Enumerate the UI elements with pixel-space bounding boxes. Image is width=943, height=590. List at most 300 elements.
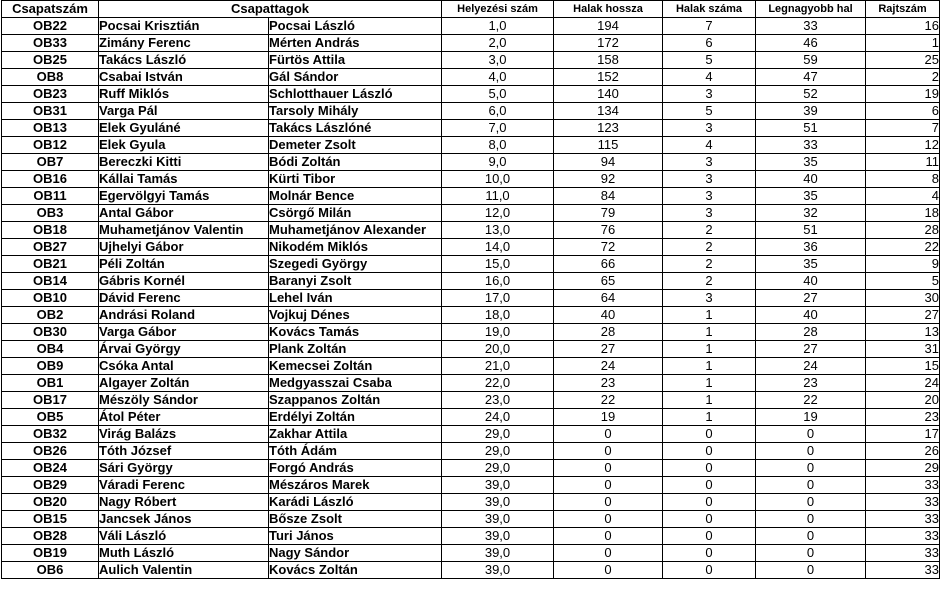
fish-length-cell: 27 [554, 341, 663, 358]
team-id-cell: OB5 [2, 409, 99, 426]
header-start-number: Rajtszám [866, 1, 940, 18]
start-number-cell: 33 [866, 545, 940, 562]
position-cell: 17,0 [442, 290, 554, 307]
position-cell: 22,0 [442, 375, 554, 392]
results-table [1, 0, 940, 579]
member-2-cell: Takács Lászlóné [269, 120, 442, 137]
team-id-cell: OB18 [2, 222, 99, 239]
member-2-cell: Bősze Zsolt [269, 511, 442, 528]
fish-length-cell: 40 [554, 307, 663, 324]
team-id-cell: OB8 [2, 69, 99, 86]
member-1-cell: Muhametjánov Valentin [99, 222, 269, 239]
member-1-cell: Péli Zoltán [99, 256, 269, 273]
member-1-cell: Zimány Ferenc [99, 35, 269, 52]
team-id-cell: OB17 [2, 392, 99, 409]
table-row [2, 426, 940, 443]
member-1-cell: Antal Gábor [99, 205, 269, 222]
member-1-cell: Váli László [99, 528, 269, 545]
member-1-cell: Csóka Antal [99, 358, 269, 375]
header-team-id: Csapatszám [2, 1, 99, 18]
member-2-cell: Demeter Zsolt [269, 137, 442, 154]
biggest-fish-cell: 36 [756, 239, 866, 256]
fish-length-cell: 28 [554, 324, 663, 341]
table-row [2, 358, 940, 375]
team-id-cell: OB21 [2, 256, 99, 273]
header-fish-length: Halak hossza [554, 1, 663, 18]
start-number-cell: 13 [866, 324, 940, 341]
member-1-cell: Dávid Ferenc [99, 290, 269, 307]
biggest-fish-cell: 51 [756, 222, 866, 239]
fish-count-cell: 1 [663, 358, 756, 375]
fish-length-cell: 134 [554, 103, 663, 120]
table-row [2, 154, 940, 171]
member-1-cell: Váradi Ferenc [99, 477, 269, 494]
member-1-cell: Ruff Miklós [99, 86, 269, 103]
biggest-fish-cell: 23 [756, 375, 866, 392]
start-number-cell: 15 [866, 358, 940, 375]
member-2-cell: Tarsoly Mihály [269, 103, 442, 120]
start-number-cell: 18 [866, 205, 940, 222]
member-1-cell: Algayer Zoltán [99, 375, 269, 392]
member-2-cell: Pocsai László [269, 18, 442, 35]
table-row [2, 494, 940, 511]
team-id-cell: OB1 [2, 375, 99, 392]
fish-count-cell: 1 [663, 307, 756, 324]
table-row [2, 120, 940, 137]
member-1-cell: Takács László [99, 52, 269, 69]
start-number-cell: 2 [866, 69, 940, 86]
member-2-cell: Nikodém Miklós [269, 239, 442, 256]
table-row [2, 511, 940, 528]
fish-length-cell: 72 [554, 239, 663, 256]
team-id-cell: OB24 [2, 460, 99, 477]
biggest-fish-cell: 0 [756, 511, 866, 528]
position-cell: 29,0 [442, 443, 554, 460]
team-id-cell: OB11 [2, 188, 99, 205]
position-cell: 18,0 [442, 307, 554, 324]
start-number-cell: 8 [866, 171, 940, 188]
position-cell: 39,0 [442, 477, 554, 494]
fish-count-cell: 2 [663, 239, 756, 256]
member-2-cell: Szegedi György [269, 256, 442, 273]
fish-count-cell: 1 [663, 392, 756, 409]
table-row [2, 205, 940, 222]
position-cell: 2,0 [442, 35, 554, 52]
table-row [2, 375, 940, 392]
team-id-cell: OB13 [2, 120, 99, 137]
fish-count-cell: 5 [663, 52, 756, 69]
member-1-cell: Nagy Róbert [99, 494, 269, 511]
member-1-cell: Bereczki Kitti [99, 154, 269, 171]
biggest-fish-cell: 19 [756, 409, 866, 426]
table-row [2, 341, 940, 358]
start-number-cell: 11 [866, 154, 940, 171]
fish-count-cell: 2 [663, 256, 756, 273]
fish-count-cell: 6 [663, 35, 756, 52]
member-1-cell: Muth László [99, 545, 269, 562]
fish-length-cell: 0 [554, 494, 663, 511]
start-number-cell: 31 [866, 341, 940, 358]
member-2-cell: Gál Sándor [269, 69, 442, 86]
fish-count-cell: 1 [663, 324, 756, 341]
biggest-fish-cell: 52 [756, 86, 866, 103]
header-biggest-fish: Legnagyobb hal [756, 1, 866, 18]
position-cell: 4,0 [442, 69, 554, 86]
header-members: Csapattagok [99, 1, 442, 18]
fish-count-cell: 7 [663, 18, 756, 35]
table-row [2, 392, 940, 409]
biggest-fish-cell: 24 [756, 358, 866, 375]
table-row [2, 528, 940, 545]
position-cell: 39,0 [442, 528, 554, 545]
start-number-cell: 33 [866, 494, 940, 511]
team-id-cell: OB2 [2, 307, 99, 324]
team-id-cell: OB29 [2, 477, 99, 494]
fish-length-cell: 0 [554, 443, 663, 460]
start-number-cell: 7 [866, 120, 940, 137]
member-2-cell: Kemecsei Zoltán [269, 358, 442, 375]
fish-count-cell: 4 [663, 69, 756, 86]
table-row [2, 409, 940, 426]
position-cell: 12,0 [442, 205, 554, 222]
fish-length-cell: 0 [554, 545, 663, 562]
fish-length-cell: 194 [554, 18, 663, 35]
table-row [2, 307, 940, 324]
fish-count-cell: 3 [663, 290, 756, 307]
team-id-cell: OB10 [2, 290, 99, 307]
start-number-cell: 5 [866, 273, 940, 290]
biggest-fish-cell: 0 [756, 562, 866, 579]
member-2-cell: Mérten András [269, 35, 442, 52]
fish-length-cell: 79 [554, 205, 663, 222]
start-number-cell: 27 [866, 307, 940, 324]
member-1-cell: Mészöly Sándor [99, 392, 269, 409]
member-1-cell: Egervölgyi Tamás [99, 188, 269, 205]
biggest-fish-cell: 0 [756, 443, 866, 460]
member-1-cell: Andrási Roland [99, 307, 269, 324]
position-cell: 19,0 [442, 324, 554, 341]
member-2-cell: Kovács Tamás [269, 324, 442, 341]
member-1-cell: Aulich Valentin [99, 562, 269, 579]
start-number-cell: 12 [866, 137, 940, 154]
biggest-fish-cell: 40 [756, 307, 866, 324]
position-cell: 39,0 [442, 562, 554, 579]
biggest-fish-cell: 0 [756, 426, 866, 443]
fish-length-cell: 0 [554, 477, 663, 494]
fish-count-cell: 0 [663, 426, 756, 443]
member-2-cell: Karádi László [269, 494, 442, 511]
member-2-cell: Nagy Sándor [269, 545, 442, 562]
start-number-cell: 33 [866, 562, 940, 579]
fish-count-cell: 0 [663, 511, 756, 528]
position-cell: 13,0 [442, 222, 554, 239]
fish-length-cell: 0 [554, 460, 663, 477]
team-id-cell: OB25 [2, 52, 99, 69]
team-id-cell: OB26 [2, 443, 99, 460]
table-row [2, 239, 940, 256]
fish-count-cell: 0 [663, 494, 756, 511]
member-2-cell: Csörgő Milán [269, 205, 442, 222]
biggest-fish-cell: 28 [756, 324, 866, 341]
table-row [2, 222, 940, 239]
team-id-cell: OB23 [2, 86, 99, 103]
team-id-cell: OB12 [2, 137, 99, 154]
table-row [2, 86, 940, 103]
fish-length-cell: 172 [554, 35, 663, 52]
member-1-cell: Kállai Tamás [99, 171, 269, 188]
fish-count-cell: 2 [663, 273, 756, 290]
start-number-cell: 33 [866, 511, 940, 528]
start-number-cell: 25 [866, 52, 940, 69]
biggest-fish-cell: 51 [756, 120, 866, 137]
member-2-cell: Lehel Iván [269, 290, 442, 307]
fish-length-cell: 76 [554, 222, 663, 239]
biggest-fish-cell: 46 [756, 35, 866, 52]
fish-count-cell: 2 [663, 222, 756, 239]
member-2-cell: Vojkuj Dénes [269, 307, 442, 324]
biggest-fish-cell: 47 [756, 69, 866, 86]
fish-length-cell: 64 [554, 290, 663, 307]
member-2-cell: Erdélyi Zoltán [269, 409, 442, 426]
team-id-cell: OB22 [2, 18, 99, 35]
position-cell: 9,0 [442, 154, 554, 171]
start-number-cell: 4 [866, 188, 940, 205]
member-2-cell: Kovács Zoltán [269, 562, 442, 579]
table-row [2, 171, 940, 188]
member-1-cell: Jancsek János [99, 511, 269, 528]
member-1-cell: Varga Gábor [99, 324, 269, 341]
table-row [2, 443, 940, 460]
header-row [2, 1, 940, 18]
position-cell: 39,0 [442, 545, 554, 562]
member-2-cell: Plank Zoltán [269, 341, 442, 358]
start-number-cell: 28 [866, 222, 940, 239]
table-row [2, 256, 940, 273]
start-number-cell: 6 [866, 103, 940, 120]
member-2-cell: Tóth Ádám [269, 443, 442, 460]
table-row [2, 290, 940, 307]
fish-count-cell: 1 [663, 341, 756, 358]
biggest-fish-cell: 35 [756, 154, 866, 171]
fish-count-cell: 3 [663, 188, 756, 205]
team-id-cell: OB32 [2, 426, 99, 443]
biggest-fish-cell: 0 [756, 494, 866, 511]
table-row [2, 460, 940, 477]
biggest-fish-cell: 0 [756, 528, 866, 545]
team-id-cell: OB28 [2, 528, 99, 545]
table-row [2, 137, 940, 154]
fish-count-cell: 0 [663, 443, 756, 460]
fish-length-cell: 0 [554, 511, 663, 528]
position-cell: 5,0 [442, 86, 554, 103]
fish-length-cell: 65 [554, 273, 663, 290]
table-row [2, 52, 940, 69]
member-1-cell: Varga Pál [99, 103, 269, 120]
table-row [2, 273, 940, 290]
start-number-cell: 26 [866, 443, 940, 460]
position-cell: 15,0 [442, 256, 554, 273]
biggest-fish-cell: 33 [756, 137, 866, 154]
start-number-cell: 29 [866, 460, 940, 477]
member-1-cell: Gábris Kornél [99, 273, 269, 290]
fish-length-cell: 19 [554, 409, 663, 426]
table-row [2, 69, 940, 86]
start-number-cell: 1 [866, 35, 940, 52]
member-2-cell: Medgyasszai Csaba [269, 375, 442, 392]
start-number-cell: 17 [866, 426, 940, 443]
member-2-cell: Bódi Zoltán [269, 154, 442, 171]
fish-length-cell: 158 [554, 52, 663, 69]
team-id-cell: OB9 [2, 358, 99, 375]
start-number-cell: 19 [866, 86, 940, 103]
position-cell: 7,0 [442, 120, 554, 137]
member-2-cell: Molnár Bence [269, 188, 442, 205]
team-id-cell: OB3 [2, 205, 99, 222]
fish-length-cell: 0 [554, 426, 663, 443]
header-position: Helyezési szám [442, 1, 554, 18]
fish-count-cell: 0 [663, 528, 756, 545]
member-2-cell: Turi János [269, 528, 442, 545]
team-id-cell: OB4 [2, 341, 99, 358]
fish-count-cell: 0 [663, 477, 756, 494]
member-2-cell: Zakhar Attila [269, 426, 442, 443]
fish-count-cell: 3 [663, 171, 756, 188]
biggest-fish-cell: 33 [756, 18, 866, 35]
member-2-cell: Szappanos Zoltán [269, 392, 442, 409]
biggest-fish-cell: 39 [756, 103, 866, 120]
position-cell: 29,0 [442, 426, 554, 443]
fish-count-cell: 3 [663, 154, 756, 171]
member-1-cell: Ujhelyi Gábor [99, 239, 269, 256]
member-1-cell: Árvai György [99, 341, 269, 358]
member-2-cell: Fürtös Attila [269, 52, 442, 69]
member-2-cell: Mészáros Marek [269, 477, 442, 494]
start-number-cell: 33 [866, 528, 940, 545]
fish-length-cell: 66 [554, 256, 663, 273]
biggest-fish-cell: 27 [756, 341, 866, 358]
fish-length-cell: 92 [554, 171, 663, 188]
fish-count-cell: 3 [663, 205, 756, 222]
start-number-cell: 9 [866, 256, 940, 273]
table-row [2, 18, 940, 35]
start-number-cell: 23 [866, 409, 940, 426]
position-cell: 29,0 [442, 460, 554, 477]
biggest-fish-cell: 59 [756, 52, 866, 69]
member-1-cell: Átol Péter [99, 409, 269, 426]
fish-length-cell: 0 [554, 562, 663, 579]
table-row [2, 562, 940, 579]
biggest-fish-cell: 40 [756, 273, 866, 290]
biggest-fish-cell: 32 [756, 205, 866, 222]
header-fish-count: Halak száma [663, 1, 756, 18]
team-id-cell: OB19 [2, 545, 99, 562]
start-number-cell: 24 [866, 375, 940, 392]
start-number-cell: 20 [866, 392, 940, 409]
team-id-cell: OB14 [2, 273, 99, 290]
position-cell: 11,0 [442, 188, 554, 205]
biggest-fish-cell: 0 [756, 545, 866, 562]
fish-length-cell: 115 [554, 137, 663, 154]
fish-count-cell: 0 [663, 545, 756, 562]
team-id-cell: OB27 [2, 239, 99, 256]
fish-length-cell: 140 [554, 86, 663, 103]
member-1-cell: Elek Gyuláné [99, 120, 269, 137]
member-2-cell: Forgó András [269, 460, 442, 477]
position-cell: 21,0 [442, 358, 554, 375]
team-id-cell: OB16 [2, 171, 99, 188]
fish-length-cell: 22 [554, 392, 663, 409]
member-2-cell: Schlotthauer László [269, 86, 442, 103]
start-number-cell: 22 [866, 239, 940, 256]
member-1-cell: Pocsai Krisztián [99, 18, 269, 35]
start-number-cell: 30 [866, 290, 940, 307]
fish-count-cell: 5 [663, 103, 756, 120]
fish-count-cell: 0 [663, 460, 756, 477]
position-cell: 1,0 [442, 18, 554, 35]
table-row [2, 324, 940, 341]
member-1-cell: Sári György [99, 460, 269, 477]
position-cell: 10,0 [442, 171, 554, 188]
fish-length-cell: 24 [554, 358, 663, 375]
fish-length-cell: 94 [554, 154, 663, 171]
position-cell: 8,0 [442, 137, 554, 154]
member-1-cell: Tóth József [99, 443, 269, 460]
fish-count-cell: 3 [663, 120, 756, 137]
table-row [2, 188, 940, 205]
position-cell: 39,0 [442, 494, 554, 511]
biggest-fish-cell: 27 [756, 290, 866, 307]
start-number-cell: 33 [866, 477, 940, 494]
position-cell: 16,0 [442, 273, 554, 290]
team-id-cell: OB6 [2, 562, 99, 579]
biggest-fish-cell: 0 [756, 477, 866, 494]
member-1-cell: Elek Gyula [99, 137, 269, 154]
team-id-cell: OB31 [2, 103, 99, 120]
position-cell: 20,0 [442, 341, 554, 358]
fish-length-cell: 84 [554, 188, 663, 205]
start-number-cell: 16 [866, 18, 940, 35]
team-id-cell: OB33 [2, 35, 99, 52]
team-id-cell: OB20 [2, 494, 99, 511]
fish-count-cell: 1 [663, 375, 756, 392]
team-id-cell: OB30 [2, 324, 99, 341]
team-id-cell: OB7 [2, 154, 99, 171]
fish-length-cell: 23 [554, 375, 663, 392]
table-row [2, 545, 940, 562]
position-cell: 6,0 [442, 103, 554, 120]
position-cell: 24,0 [442, 409, 554, 426]
fish-count-cell: 1 [663, 409, 756, 426]
table-row [2, 103, 940, 120]
fish-count-cell: 3 [663, 86, 756, 103]
position-cell: 39,0 [442, 511, 554, 528]
fish-count-cell: 4 [663, 137, 756, 154]
member-2-cell: Muhametjánov Alexander [269, 222, 442, 239]
member-1-cell: Csabai István [99, 69, 269, 86]
biggest-fish-cell: 35 [756, 188, 866, 205]
fish-count-cell: 0 [663, 562, 756, 579]
table-row [2, 35, 940, 52]
biggest-fish-cell: 40 [756, 171, 866, 188]
position-cell: 14,0 [442, 239, 554, 256]
fish-length-cell: 123 [554, 120, 663, 137]
biggest-fish-cell: 22 [756, 392, 866, 409]
position-cell: 23,0 [442, 392, 554, 409]
position-cell: 3,0 [442, 52, 554, 69]
member-2-cell: Baranyi Zsolt [269, 273, 442, 290]
table-row [2, 477, 940, 494]
member-1-cell: Virág Balázs [99, 426, 269, 443]
